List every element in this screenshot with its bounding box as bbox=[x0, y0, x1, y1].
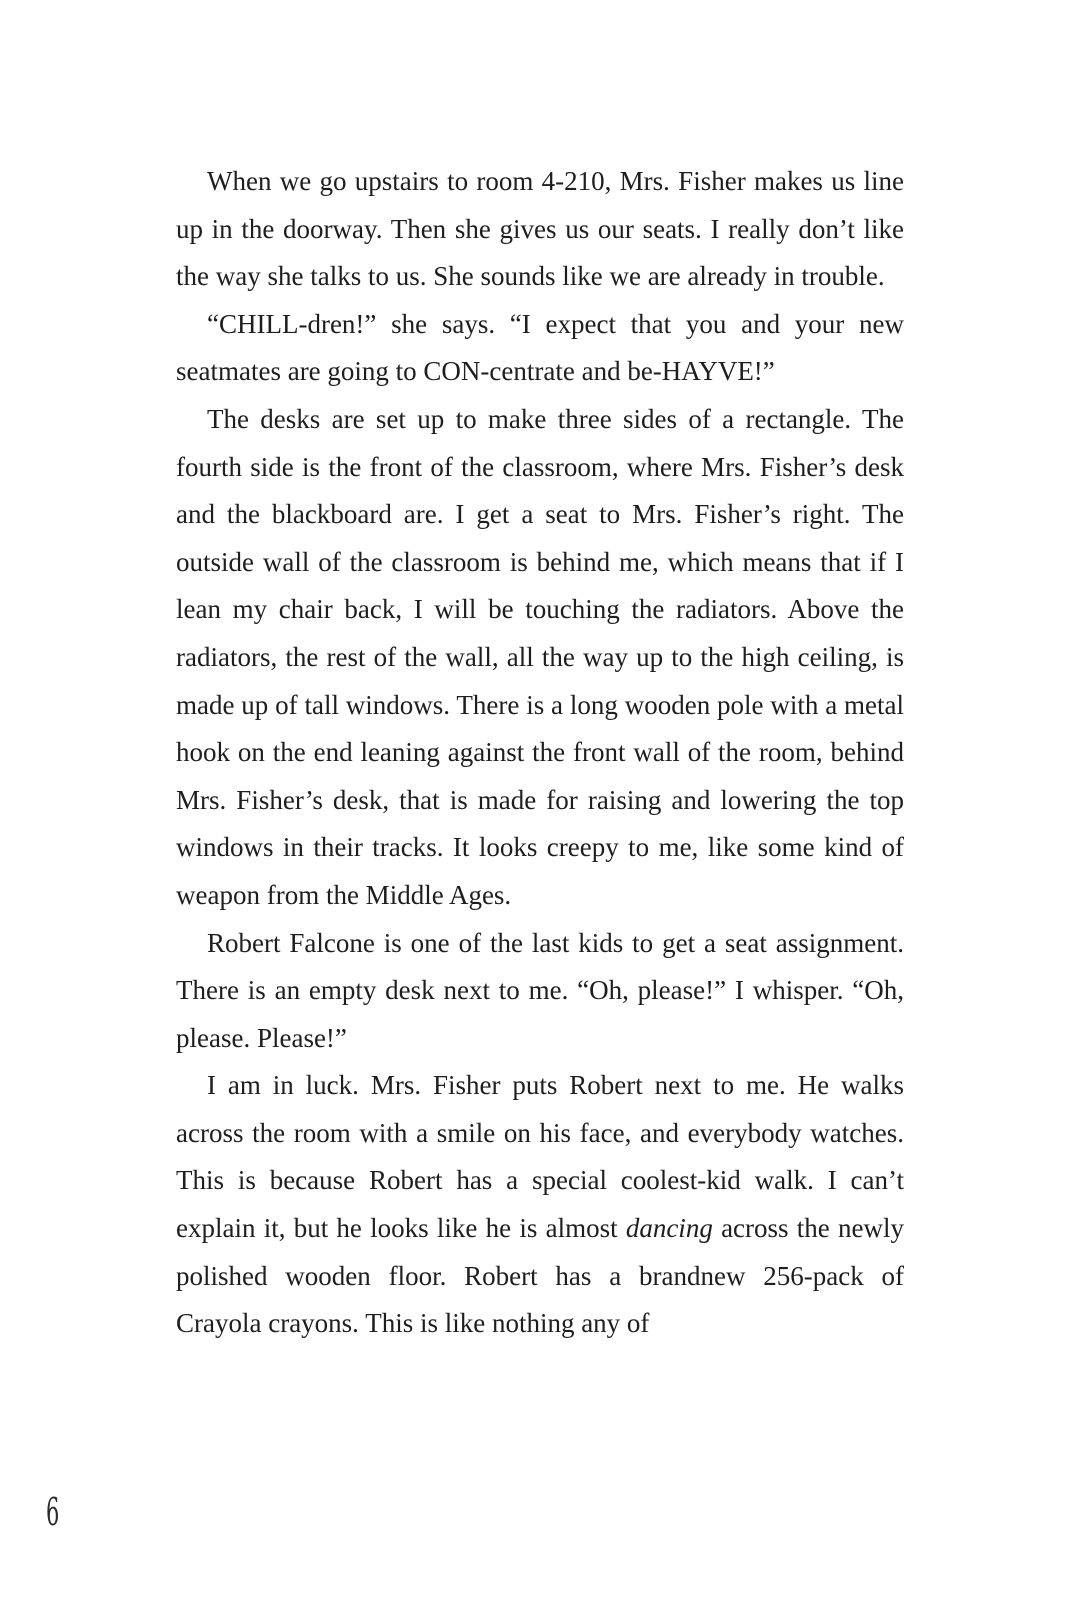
paragraph-5 bbox=[176, 1062, 904, 1348]
paragraph-5-end: across the newly polished wooden floor. Robert has a brandnew 256-pack of Crayola crayons. This is like nothing any of bbox=[176, 1213, 904, 1339]
paragraph-5-start: I am in luck. Mrs. Fisher puts Robert next to me. He walks across the room with a smile on his face, and everybody watches. This is because Robert has a special coolest-kid walk. I can’t explain it, but he looks like he is almost bbox=[176, 1070, 904, 1244]
body-text bbox=[176, 158, 904, 1348]
paragraph-2: “CHILL-dren!” she says. “I expect that you and your new seatmates are going to CON-centrate and be-HAYVE!” bbox=[176, 308, 904, 387]
page-number: 6 bbox=[46, 1490, 60, 1534]
paragraph-5-emphasis: dancing bbox=[625, 1213, 713, 1244]
paragraph-4: Robert Falcone is one of the last kids to get a seat assignment. There is an empty desk next to me. “Oh, please!” I whisper. “Oh, please. Please!” bbox=[176, 927, 904, 1053]
paragraph-1: When we go upstairs to room 4-210, Mrs. Fisher makes us line up in the doorway. Then she gives us our seats. I really don’t like the way she talks to us. She sounds like we are already in trouble. bbox=[176, 166, 904, 292]
paragraph-3: The desks are set up to make three sides of a rectangle. The fourth side is the front of the classroom, where Mrs. Fisher’s desk and the blackboard are. I get a seat to Mrs. Fisher’s right. The outside wall of the classroom is behind me, which means that if I lean my chair back, I will be touching the radiators. Above the radiators, the rest of the wall, all the way up to the high ceiling, is made up of tall windows. There is a long wooden pole with a metal hook on the end leaning against the front wall of the room, behind Mrs. Fisher’s desk, that is made for raising and lowering the top windows in their tracks. It looks creepy to me, like some kind of weapon from the Middle Ages. bbox=[176, 403, 904, 910]
